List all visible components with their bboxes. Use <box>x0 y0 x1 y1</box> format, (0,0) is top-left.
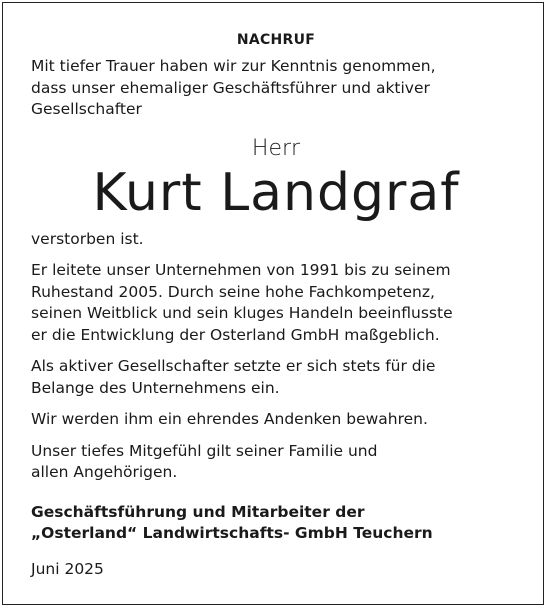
deceased-name: Kurt Landgraf <box>92 162 460 223</box>
signature-line: „Osterland“ Landwirtschafts- GmbH Teuchern <box>31 524 433 542</box>
paragraph-line: Unser tiefes Mitgefühl gilt seiner Familie und <box>31 441 378 460</box>
paragraph-line: allen Angehörigen. <box>31 463 178 481</box>
intro-text <box>31 56 521 121</box>
signature-block <box>31 502 521 545</box>
paragraph-line: er die Entwicklung der Osterland GmbH maßgeblich. <box>31 325 440 344</box>
salutation: Herr <box>251 135 301 161</box>
intro-line: Mit tiefer Trauer haben wir zur Kenntnis genommen, <box>31 57 436 75</box>
deceased-text: verstorben ist. <box>31 229 144 248</box>
intro-line: dass unser ehemaliger Geschäftsführer und aktiver <box>31 78 430 97</box>
paragraph-line: Wir werden ihm ein ehrendes Andenken bewahren. <box>31 410 428 428</box>
paragraph-line: Belange des Unternehmens ein. <box>31 378 280 397</box>
paragraph-line: Als aktiver Gesellschafter setzte er sich stets für die <box>31 357 436 375</box>
notice-heading: NACHRUF <box>236 32 316 48</box>
paragraph-line: Ruhestand 2005. Durch seine hohe Fachkompetenz, <box>31 282 435 301</box>
paragraph-line: seinen Weitblick und sein kluges Handeln beeinflusste <box>31 304 453 322</box>
career-paragraph <box>31 260 521 346</box>
signature-line: Geschäftsführung und Mitarbeiter der <box>31 502 365 521</box>
intro-line: Gesellschafter <box>31 100 142 118</box>
paragraph-line: Er leitete unser Unternehmen von 1991 bis zu seinem <box>31 261 451 279</box>
remembrance-paragraph <box>31 409 521 431</box>
shareholder-paragraph <box>31 356 521 399</box>
notice-date: Juni 2025 <box>31 559 104 578</box>
condolence-paragraph <box>31 441 521 484</box>
obituary-notice <box>31 30 521 580</box>
